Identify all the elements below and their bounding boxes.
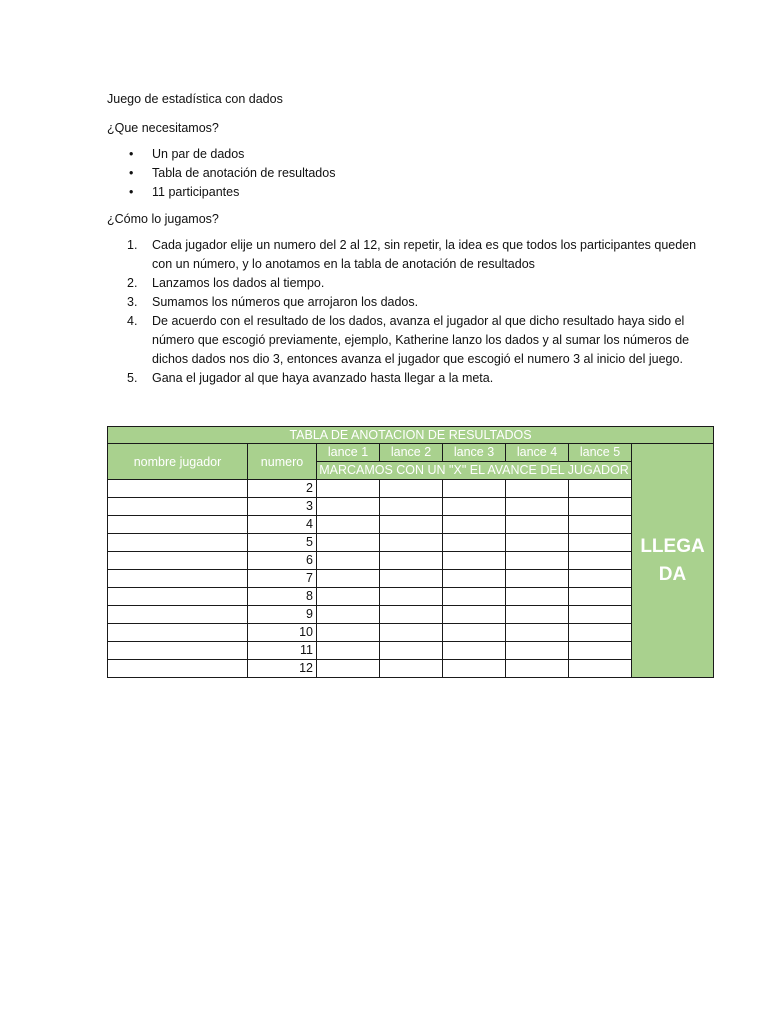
bullet-icon: •: [129, 185, 134, 199]
mark-cell[interactable]: [569, 642, 632, 660]
mark-cell[interactable]: [506, 534, 569, 552]
table-row: [108, 552, 714, 570]
number-cell: 5: [248, 534, 317, 552]
bullet-icon: •: [129, 166, 134, 180]
number-cell: 2: [248, 480, 317, 498]
mark-cell[interactable]: [569, 552, 632, 570]
mark-cell[interactable]: [506, 660, 569, 678]
table-row: [108, 516, 714, 534]
list-item: • Tabla de anotación de resultados: [107, 164, 713, 183]
mark-cell[interactable]: [317, 516, 380, 534]
mark-cell[interactable]: [380, 480, 443, 498]
mark-cell[interactable]: [506, 624, 569, 642]
column-header-number: numero: [248, 444, 317, 480]
mark-cell[interactable]: [380, 642, 443, 660]
mark-cell[interactable]: [317, 534, 380, 552]
column-header-lance-1: lance 1: [317, 444, 380, 462]
table-row: [108, 642, 714, 660]
number-cell: 7: [248, 570, 317, 588]
column-header-name: nombre jugador: [108, 444, 248, 480]
document-body: [107, 90, 713, 388]
mark-cell[interactable]: [569, 498, 632, 516]
column-header-lance-4: lance 4: [506, 444, 569, 462]
mark-cell[interactable]: [443, 480, 506, 498]
mark-cell[interactable]: [506, 480, 569, 498]
player-name-cell[interactable]: [108, 624, 248, 642]
mark-cell[interactable]: [380, 570, 443, 588]
list-item: • 11 participantes: [107, 183, 713, 202]
mark-cell[interactable]: [569, 534, 632, 552]
document-title: Juego de estadística con dados: [107, 92, 283, 106]
number-cell: 12: [248, 660, 317, 678]
mark-cell[interactable]: [443, 642, 506, 660]
mark-cell[interactable]: [317, 660, 380, 678]
number-cell: 9: [248, 606, 317, 624]
results-table: [107, 426, 714, 678]
column-header-lance-3: lance 3: [443, 444, 506, 462]
list-item: 4. De acuerdo con el resultado de los dados, avanza el jugador al que dicho resultado haya sido el número que escogió previamente, ejemplo, Katherine lanzo los dados y al sumar los números de dichos dados nos dio 3, entonces avanza el jugador que escogió el numero 3 al inicio del juego.: [127, 314, 690, 366]
mark-cell[interactable]: [443, 498, 506, 516]
mark-cell[interactable]: [317, 588, 380, 606]
mark-cell[interactable]: [380, 624, 443, 642]
number-cell: 6: [248, 552, 317, 570]
mark-cell[interactable]: [317, 498, 380, 516]
list-item: 5. Gana el jugador al que haya avanzado hasta llegar a la meta.: [127, 371, 494, 385]
player-name-cell[interactable]: [108, 606, 248, 624]
mark-cell[interactable]: [506, 570, 569, 588]
mark-cell[interactable]: [317, 642, 380, 660]
mark-cell[interactable]: [506, 642, 569, 660]
mark-cell[interactable]: [569, 660, 632, 678]
player-name-cell[interactable]: [108, 552, 248, 570]
mark-cell[interactable]: [569, 570, 632, 588]
steps-list: [107, 236, 713, 388]
mark-cell[interactable]: [506, 552, 569, 570]
number-cell: 10: [248, 624, 317, 642]
mark-cell[interactable]: [443, 534, 506, 552]
mark-cell[interactable]: [380, 606, 443, 624]
number-cell: 11: [248, 642, 317, 660]
number-cell: 3: [248, 498, 317, 516]
mark-cell[interactable]: [569, 480, 632, 498]
mark-cell[interactable]: [380, 588, 443, 606]
bullet-icon: •: [129, 147, 134, 161]
mark-cell[interactable]: [443, 660, 506, 678]
mark-cell[interactable]: [380, 516, 443, 534]
mark-cell[interactable]: [506, 498, 569, 516]
mark-cell[interactable]: [569, 588, 632, 606]
list-item: • Un par de dados: [107, 145, 713, 164]
table-row: [108, 498, 714, 516]
table-row: [108, 606, 714, 624]
column-header-lance-5: lance 5: [569, 444, 632, 462]
mark-cell[interactable]: [569, 606, 632, 624]
mark-cell[interactable]: [380, 534, 443, 552]
question-needs: ¿Que necesitamos?: [107, 121, 219, 135]
player-name-cell[interactable]: [108, 480, 248, 498]
mark-cell[interactable]: [506, 606, 569, 624]
mark-cell[interactable]: [506, 588, 569, 606]
mark-cell[interactable]: [380, 498, 443, 516]
mark-cell[interactable]: [380, 660, 443, 678]
mark-instruction: MARCAMOS CON UN "X" EL AVANCE DEL JUGADOR: [317, 462, 632, 480]
mark-cell[interactable]: [380, 552, 443, 570]
mark-cell[interactable]: [569, 624, 632, 642]
mark-cell[interactable]: [443, 624, 506, 642]
list-item: 2. Lanzamos los dados al tiempo.: [127, 276, 325, 290]
mark-cell[interactable]: [443, 552, 506, 570]
mark-cell[interactable]: [443, 516, 506, 534]
table-title: TABLA DE ANOTACION DE RESULTADOS: [108, 427, 714, 444]
table-row: [108, 570, 714, 588]
table-row: [108, 534, 714, 552]
column-header-lance-2: lance 2: [380, 444, 443, 462]
number-cell: 8: [248, 588, 317, 606]
player-name-cell[interactable]: [108, 642, 248, 660]
player-name-cell[interactable]: [108, 516, 248, 534]
needs-list: [107, 145, 713, 202]
table-row: [108, 588, 714, 606]
player-name-cell[interactable]: [108, 570, 248, 588]
table-row: [108, 660, 714, 678]
mark-cell[interactable]: [443, 606, 506, 624]
table-row: [108, 624, 714, 642]
mark-cell[interactable]: [317, 480, 380, 498]
player-name-cell[interactable]: [108, 498, 248, 516]
list-item: 3. Sumamos los números que arrojaron los dados.: [127, 295, 419, 309]
mark-cell[interactable]: [317, 552, 380, 570]
player-name-cell[interactable]: [108, 588, 248, 606]
number-cell: 4: [248, 516, 317, 534]
table-row: [108, 480, 714, 498]
mark-cell[interactable]: [569, 516, 632, 534]
mark-cell[interactable]: [443, 588, 506, 606]
player-name-cell[interactable]: [108, 660, 248, 678]
mark-cell[interactable]: [317, 570, 380, 588]
list-item: 1. Cada jugador elije un numero del 2 al 12, sin repetir, la idea es que todos los participantes queden con un número, y lo anotamos en la tabla de anotación de resultados: [127, 238, 697, 271]
finish-column: LLEGADA: [632, 444, 714, 678]
question-how-to-play: ¿Cómo lo jugamos?: [107, 212, 219, 226]
mark-cell[interactable]: [506, 516, 569, 534]
mark-cell[interactable]: [317, 624, 380, 642]
mark-cell[interactable]: [443, 570, 506, 588]
mark-cell[interactable]: [317, 606, 380, 624]
player-name-cell[interactable]: [108, 534, 248, 552]
